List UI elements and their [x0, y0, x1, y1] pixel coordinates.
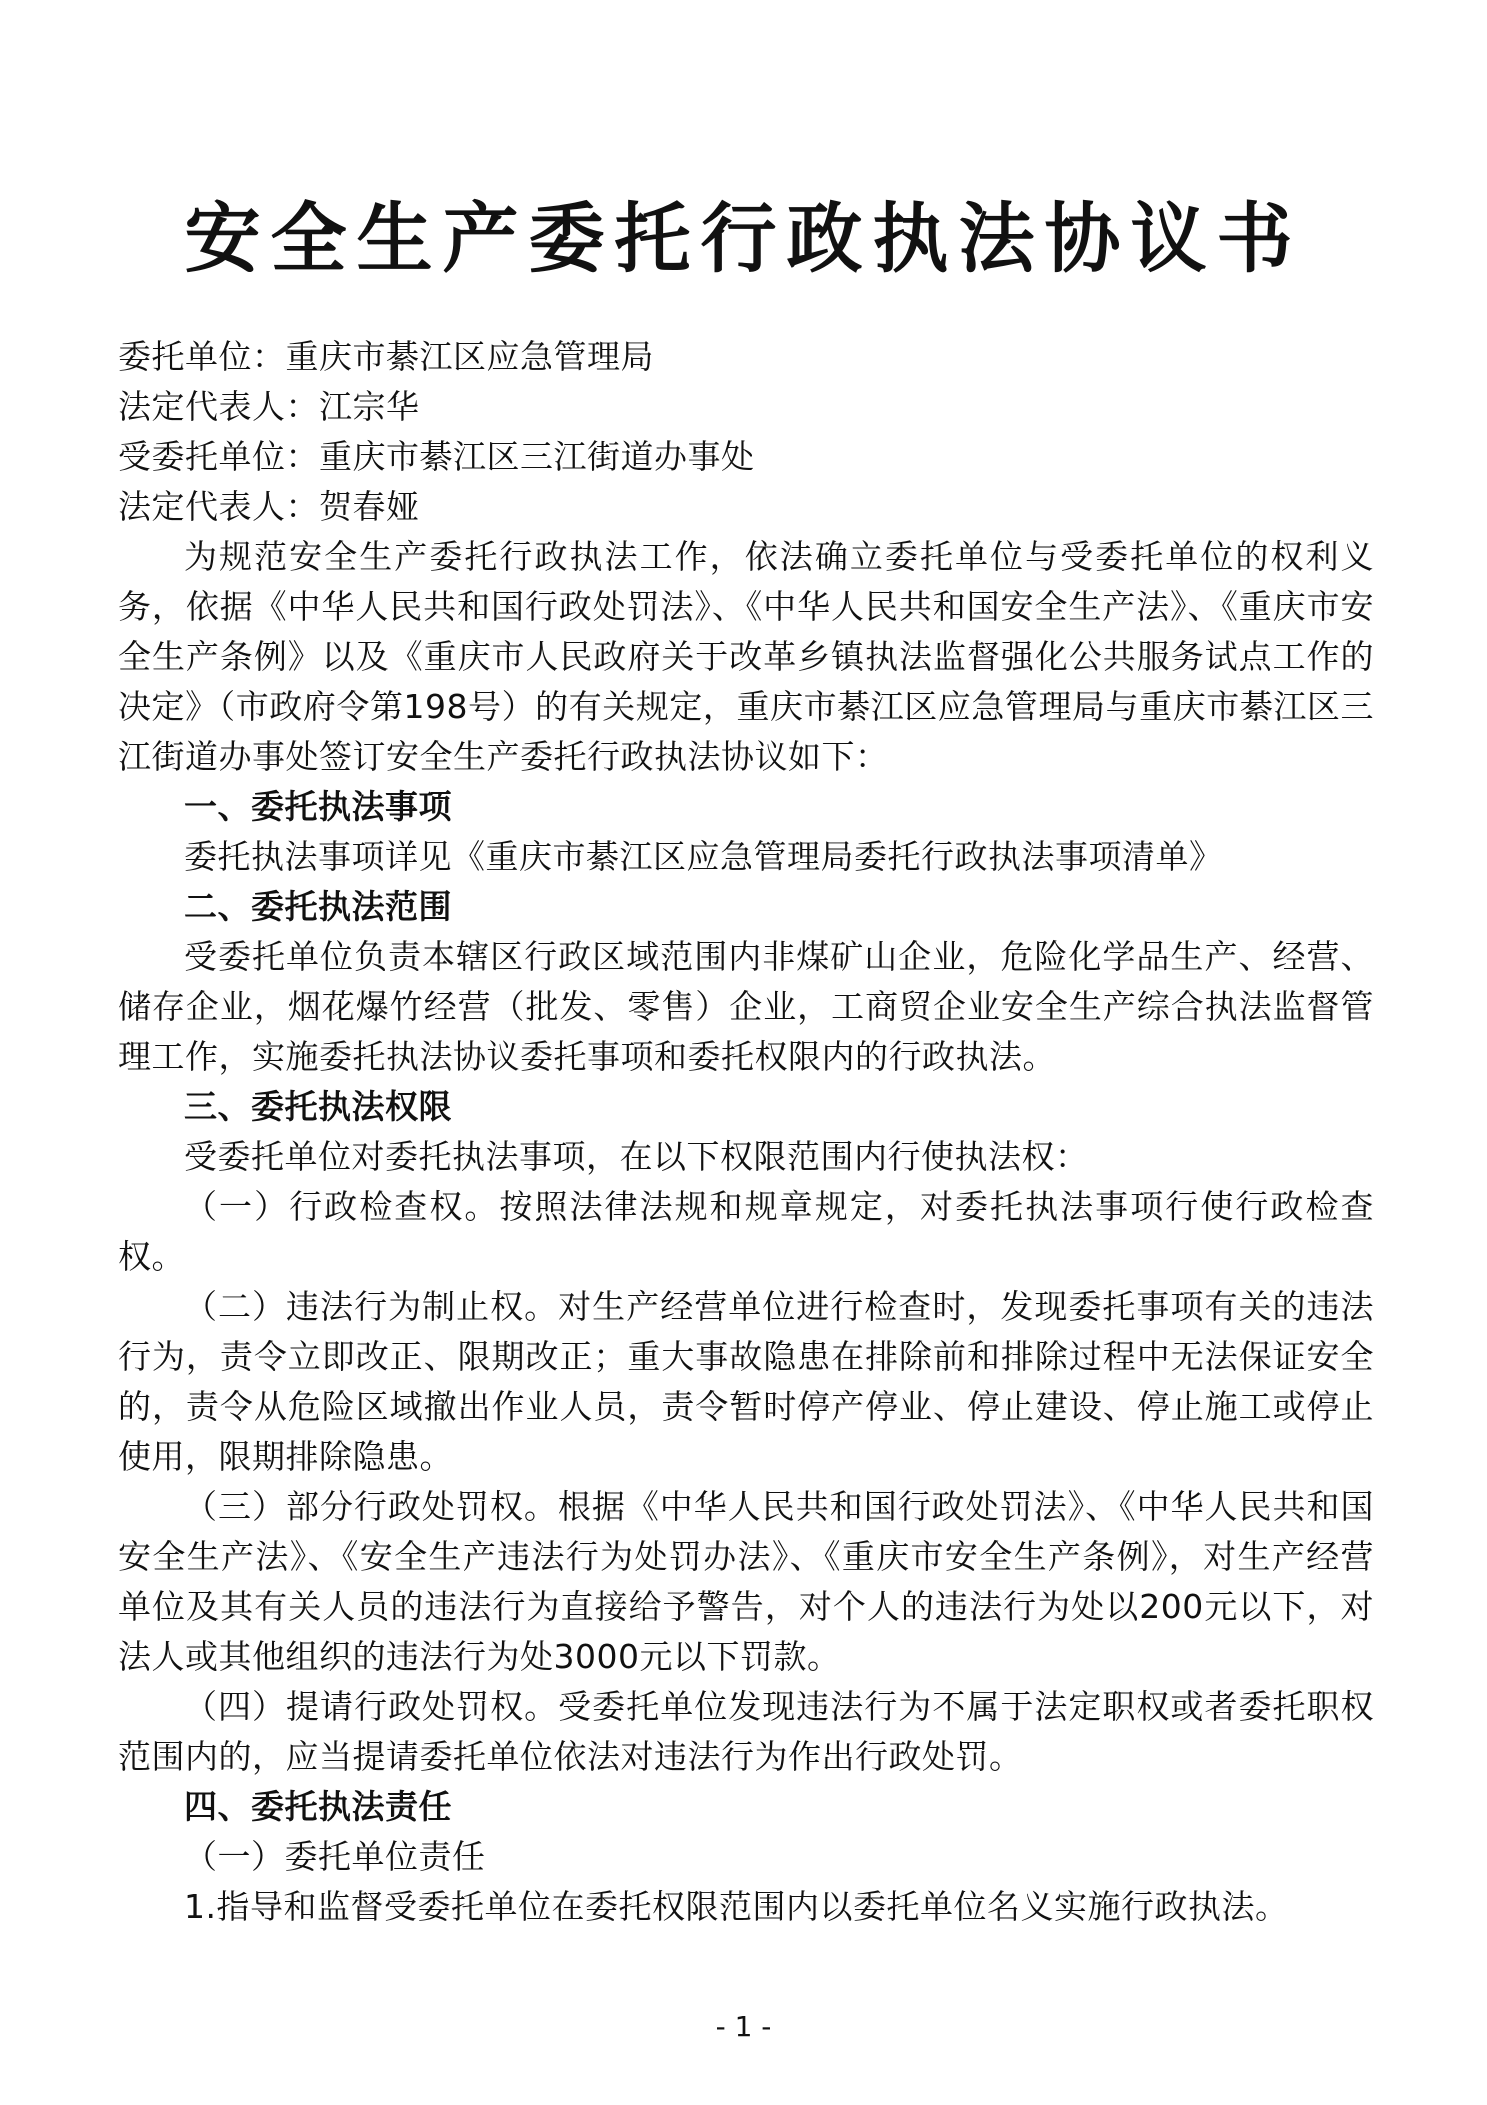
section-heading-4: 四、委托执法责任	[184, 1787, 452, 1826]
section-3-item-3: （三）部分行政处罚权。根据《中华人民共和国行政处罚法》、《中华人民共和国安全生产法》、《安全生产违法行为处罚办法》、《重庆市安全生产条例》，对生产经营单位及其有关人员的违法行为直接给予警告，对个人的违法行为处以200元以下，对法人或其他组织的违法行为处3000元以下罚款。	[118, 1487, 1374, 1676]
section-2-text: 受委托单位负责本辖区行政区域范围内非煤矿山企业，危险化学品生产、经营、储存企业，烟花爆竹经营（批发、零售）企业，工商贸企业安全生产综合执法监督管理工作，实施委托执法协议委托事项和委托权限内的行政执法。	[118, 937, 1374, 1076]
section-heading-3: 三、委托执法权限	[184, 1087, 452, 1126]
party-legal-rep-2: 法定代表人：贺春娅	[118, 487, 420, 526]
section-1-text: 委托执法事项详见《重庆市綦江区应急管理局委托行政执法事项清单》	[184, 837, 1223, 876]
section-3-intro: 受委托单位对委托执法事项，在以下权限范围内行使执法权：	[184, 1137, 1089, 1176]
section-heading-1: 一、委托执法事项	[184, 787, 452, 826]
party-entrusting-unit: 委托单位：重庆市綦江区应急管理局	[118, 337, 654, 376]
section-3-item-4: （四）提请行政处罚权。受委托单位发现违法行为不属于法定职权或者委托职权范围内的，应当提请委托单位依法对违法行为作出行政处罚。	[118, 1687, 1374, 1776]
page-number: - 1 -	[715, 2010, 772, 2043]
document-title: 安全生产委托行政执法协议书	[184, 194, 1303, 283]
party-entrusted-unit: 受委托单位：重庆市綦江区三江街道办事处	[118, 437, 755, 476]
intro-paragraph: 为规范安全生产委托行政执法工作，依法确立委托单位与受委托单位的权利义务，依据《中华人民共和国行政处罚法》、《中华人民共和国安全生产法》、《重庆市安全生产条例》以及《重庆市人民政府关于改革乡镇执法监督强化公共服务试点工作的决定》（市政府令第198号）的有关规定，重庆市綦江区应急管理局与重庆市綦江区三江街道办事处签订安全生产委托行政执法协议如下：	[118, 537, 1374, 776]
section-3-item-1: （一）行政检查权。按照法律法规和规章规定，对委托执法事项行使行政检查权。	[118, 1187, 1374, 1276]
party-legal-rep-1: 法定代表人：江宗华	[118, 387, 420, 426]
section-4-item-1: 1.指导和监督受委托单位在委托权限范围内以委托单位名义实施行政执法。	[184, 1887, 1289, 1926]
section-4-subheading-1: （一）委托单位责任	[184, 1837, 486, 1876]
document-body	[118, 332, 1374, 1932]
section-3-item-2: （二）违法行为制止权。对生产经营单位进行检查时，发现委托事项有关的违法行为，责令立即改正、限期改正；重大事故隐患在排除前和排除过程中无法保证安全的，责令从危险区域撤出作业人员，责令暂时停产停业、停止建设、停止施工或停止使用，限期排除隐患。	[118, 1287, 1374, 1476]
section-heading-2: 二、委托执法范围	[184, 887, 452, 926]
